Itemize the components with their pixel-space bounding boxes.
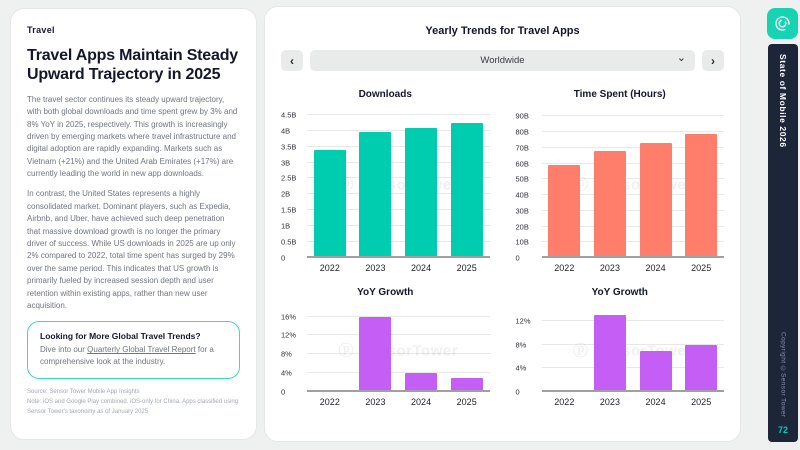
bar-slot <box>307 308 353 392</box>
x-tick-label: 2022 <box>319 263 340 273</box>
bar <box>640 143 672 258</box>
bar-slot <box>542 110 588 258</box>
x-tick-label: 2025 <box>691 263 712 273</box>
report-brand: State of Mobile 2026 <box>778 54 788 148</box>
bar <box>594 151 626 258</box>
region-dropdown[interactable] <box>310 50 695 71</box>
bar <box>685 345 717 392</box>
y-tick-label: 3B <box>281 158 291 168</box>
bar <box>685 134 717 258</box>
y-tick-label: 8% <box>281 349 292 359</box>
y-tick-label: 12% <box>515 316 531 326</box>
y-tick-label: 50B <box>515 174 529 184</box>
callout-text-prefix: Dive into our <box>40 345 88 355</box>
chart-title: Time Spent (Hours) <box>573 89 666 100</box>
bar <box>451 123 483 258</box>
x-axis-line <box>307 256 490 258</box>
chart-title: YoY Growth <box>357 287 414 298</box>
watermark: ⓟ SensorTower <box>572 176 693 194</box>
page-number: 72 <box>777 425 788 435</box>
y-tick-label: 1.5B <box>281 205 297 215</box>
body-paragraph-1: The travel sector continues its steady upward trajectory, with both global downloads and time spent grew by 3% and 8% YoY in 2025, respectively. This growth is increasingly driven by emerging markets where travel infrastructure and digital adoption are rapidly expanding. Markets such as Vietnam (+21%) and the United Arab Emirates (+17%) are currently leading the world in new app downloads. <box>27 94 238 179</box>
y-tick-label: 0 <box>515 253 520 263</box>
callout-text-suffix: for a comprehensive look at the industry. <box>40 345 214 367</box>
y-tick-label: 0 <box>281 253 286 263</box>
bar-slot <box>353 308 399 392</box>
x-tick-label: 2025 <box>691 397 712 407</box>
bar-slot <box>587 110 633 258</box>
x-tick-label: 2023 <box>365 263 386 273</box>
source-note: Source: Sensor Tower Mobile App Insights <box>27 389 140 396</box>
sensor-tower-logo-icon <box>773 14 792 33</box>
copyright-label: Copyright ©Sensor Tower <box>779 331 787 417</box>
bar-slot <box>444 110 490 258</box>
y-tick-label: 2B <box>281 189 291 199</box>
region-selector <box>281 50 724 71</box>
y-tick-label: 2.5B <box>281 173 297 183</box>
charts-grid <box>281 81 724 407</box>
y-tick-label: 4% <box>281 368 292 378</box>
x-tick-label: 2024 <box>411 397 432 407</box>
chevron-left-icon: ‹ <box>290 53 294 68</box>
bar <box>359 317 391 393</box>
y-tick-label: 4B <box>281 126 291 136</box>
bar-slot <box>633 110 679 258</box>
chart-panel <box>264 6 741 442</box>
x-tick-label: 2025 <box>456 397 477 407</box>
left-panel <box>10 8 257 440</box>
bars-row <box>307 308 490 392</box>
bar <box>405 128 437 258</box>
chart-title: YoY Growth <box>591 287 648 298</box>
bar-slot <box>678 308 724 392</box>
chart-body <box>515 308 725 397</box>
callout-box <box>27 321 240 379</box>
y-tick-label: 1B <box>281 221 291 231</box>
y-tick-label: 30B <box>515 206 529 216</box>
bar-slot <box>633 308 679 392</box>
x-axis-line <box>542 256 725 258</box>
bar-slot <box>353 110 399 258</box>
bar-slot <box>398 308 444 392</box>
bar <box>640 351 672 392</box>
report-sidebar <box>768 44 798 442</box>
y-axis-labels <box>515 308 542 397</box>
bar-slot <box>444 308 490 392</box>
x-axis-labels <box>542 258 725 273</box>
downloads-chart <box>281 81 490 273</box>
footnotes <box>27 388 240 417</box>
bar-slot <box>307 110 353 258</box>
bar-slot <box>398 110 444 258</box>
bar-slot <box>587 308 633 392</box>
x-tick-label: 2024 <box>411 263 432 273</box>
x-axis-labels <box>307 258 490 273</box>
y-tick-label: 8% <box>515 340 527 350</box>
time-spent-yoy-chart <box>516 273 725 407</box>
chart-body <box>281 308 490 397</box>
y-axis-labels <box>515 110 542 263</box>
y-axis-labels <box>281 110 307 263</box>
watermark: ⓟ SensorTower <box>338 176 459 194</box>
chart-panel-title: Yearly Trends for Travel Apps <box>425 25 580 37</box>
x-tick-label: 2022 <box>319 397 340 407</box>
y-tick-label: 4% <box>515 363 527 373</box>
x-axis-labels <box>307 392 490 407</box>
plot-area <box>307 308 490 392</box>
chart-body <box>281 110 490 263</box>
callout-title: Looking for More Global Travel Trends? <box>40 331 201 342</box>
bar <box>359 132 391 258</box>
region-dropdown-value: Worldwide <box>480 55 525 66</box>
watermark: ⓟ SensorTower <box>572 342 693 360</box>
bar-slot <box>542 308 588 392</box>
x-tick-label: 2023 <box>599 263 620 273</box>
callout-body <box>40 344 227 368</box>
bar-slot <box>678 110 724 258</box>
x-tick-label: 2023 <box>365 397 386 407</box>
y-axis-labels <box>281 308 307 397</box>
chevron-down-icon: ⌄ <box>676 52 686 64</box>
body-paragraph-2: In contrast, the United States represents a highly consolidated market. Dominant players, such as Expedia, Airbnb, and Uber, have achieved such deep penetration that massive download growth is no longer the primary driver of success. While US downloads in 2025 are up only 2% compared to 2022, total time spent has surged by 29% over the same period. This indicates that US growth is primarily fueled by increased session depth and user retention within existing apps, rather than new user acquisition. <box>27 189 236 310</box>
chart-body <box>515 110 725 263</box>
y-tick-label: 0 <box>515 387 520 397</box>
plot-area <box>542 308 725 392</box>
y-tick-label: 60B <box>515 159 529 169</box>
next-region-button[interactable] <box>702 50 724 71</box>
x-tick-label: 2024 <box>645 263 666 273</box>
x-tick-label: 2024 <box>645 397 666 407</box>
quarterly-report-link[interactable]: Quarterly Global Travel Report <box>87 345 196 355</box>
methodology-note: Note: iOS and Google Play combined. iOS-only for China. Apps classified using Sensor Tower's taxonomy as of January 2025 <box>27 398 239 415</box>
x-tick-label: 2025 <box>456 263 477 273</box>
bar <box>594 315 626 392</box>
y-tick-label: 16% <box>281 312 297 321</box>
y-tick-label: 0 <box>281 387 286 397</box>
downloads-yoy-chart <box>281 273 490 407</box>
x-axis-line <box>542 390 725 392</box>
y-tick-label: 80B <box>515 127 529 137</box>
bars-row <box>542 110 725 258</box>
y-tick-label: 90B <box>515 111 529 121</box>
chevron-right-icon: › <box>711 53 715 68</box>
bar <box>548 165 580 258</box>
category-label: Travel <box>27 25 55 35</box>
sensor-tower-logo <box>767 8 798 39</box>
x-tick-label: 2022 <box>554 263 575 273</box>
x-axis-line <box>307 390 490 392</box>
x-tick-label: 2023 <box>599 397 620 407</box>
bar <box>314 150 346 258</box>
y-tick-label: 0.5B <box>281 237 297 247</box>
chart-title: Downloads <box>358 89 412 100</box>
y-tick-label: 12% <box>281 330 297 340</box>
plot-area <box>542 110 725 258</box>
bars-row <box>307 110 490 258</box>
y-tick-label: 20B <box>515 222 529 232</box>
prev-region-button[interactable] <box>281 50 303 71</box>
y-tick-label: 40B <box>515 190 529 200</box>
watermark: ⓟ SensorTower <box>338 342 459 360</box>
plot-area <box>307 110 490 258</box>
x-axis-labels <box>542 392 725 407</box>
y-tick-label: 3.5B <box>281 142 297 152</box>
y-tick-label: 10B <box>515 237 529 247</box>
page-title: Travel Apps Maintain Steady Upward Trajectory in 2025 <box>27 47 238 83</box>
y-tick-label: 70B <box>515 143 529 153</box>
x-tick-label: 2022 <box>554 397 575 407</box>
y-tick-label: 4.5B <box>281 110 297 120</box>
time-spent-chart <box>516 81 725 273</box>
bars-row <box>542 308 725 392</box>
